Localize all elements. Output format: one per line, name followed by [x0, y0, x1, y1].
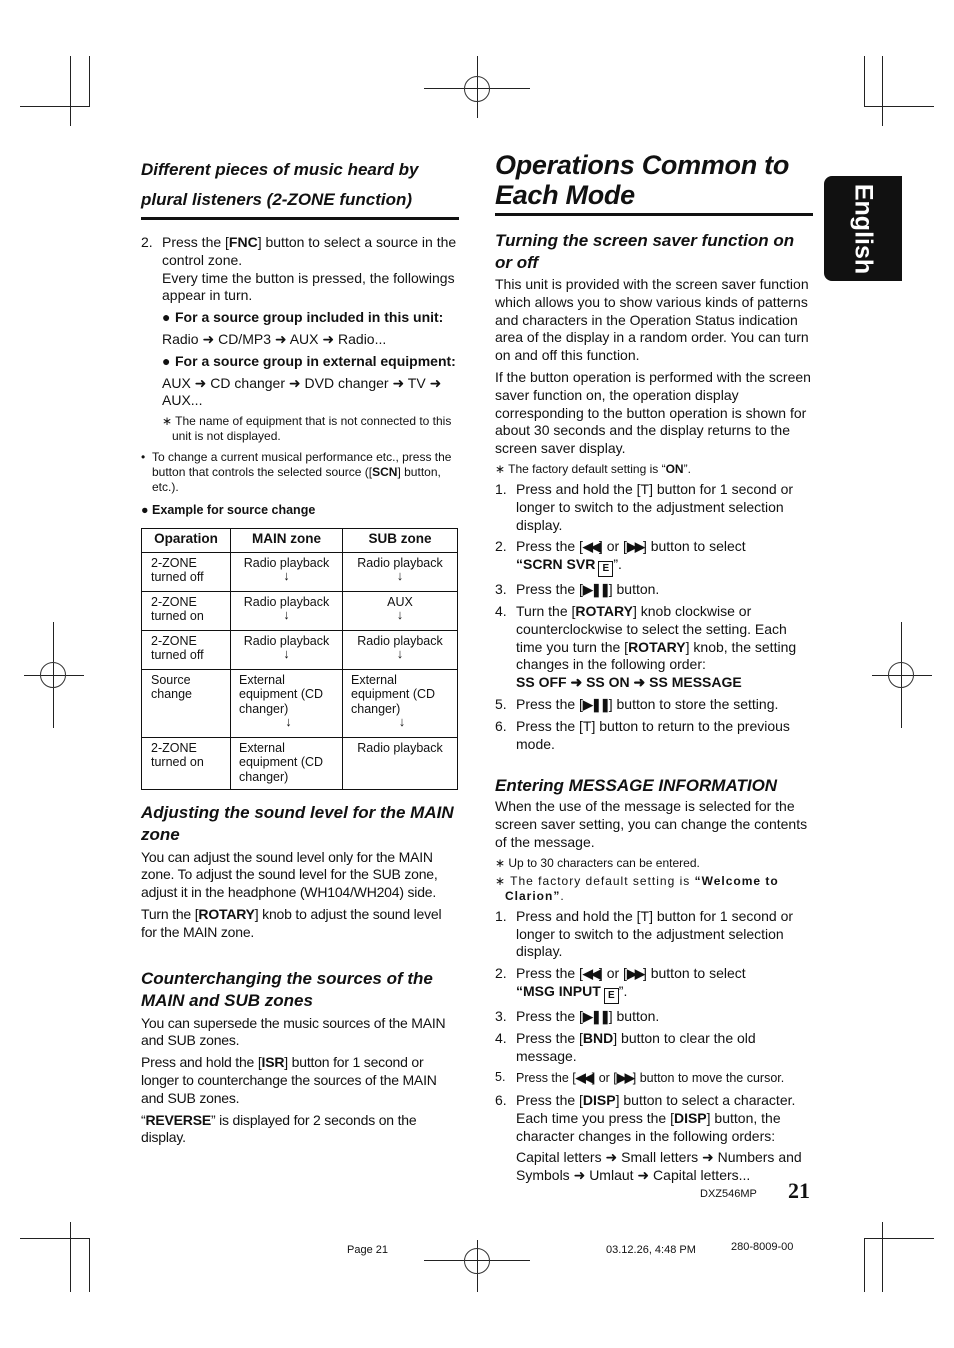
- screen-saver-p1: This unit is provided with the screen saver function which allows you to show various kinds of patterns and characters in the Operation Status indication area of the display in a random order. You can turn on and off this function.: [495, 276, 809, 364]
- arrow-down-icon: [347, 648, 453, 661]
- footer-code: 280-8009-00: [731, 1241, 794, 1253]
- message-steps: [495, 908, 813, 1185]
- example-heading: ● Example for source change: [141, 503, 316, 518]
- counterchange-p1: You can supersede the music sources of the MAIN and SUB zones.: [141, 1014, 446, 1049]
- list-item: 6. Press the [T] button to return to the previous mode.: [495, 717, 790, 752]
- step-2-block: 2. Press the [FNC] button to select a source in the control zone. Every time the button is pressed, the followings appear in turn. ● For a source group included in this unit: Radio ➜ CD/MP3 ➜ AUX ➜ Radio... ● For a source group in external equipment: AUX ➜ CD changer ➜ DVD changer ➜ TV ➜ AUX... ∗ The name of equipment that is not connected to this unit is not displayed.: [141, 234, 459, 444]
- next-icon: ▶▶: [626, 539, 643, 555]
- page-title: Operations Common to Each Mode: [495, 150, 813, 216]
- screen-saver-title: Turning the screen saver function on or off: [495, 231, 795, 272]
- section-title-2zone: Different pieces of music heard by plural listeners (2-ZONE function): [141, 155, 459, 220]
- footer-page: Page 21: [347, 1244, 388, 1256]
- message-info-title: Entering MESSAGE INFORMATION: [495, 776, 778, 796]
- next-icon: ▶▶: [626, 966, 643, 982]
- counterchange-title: Counterchanging the sources of the MAIN and SUB zones: [141, 968, 433, 1010]
- table-row: Source change External equipment (CD changer) ↓ External equipment (CD changer) ↓: [142, 669, 458, 737]
- play-pause-icon: ▶❚❚: [582, 696, 609, 712]
- note-current-performance: • To change a current musical performance etc., press the button that controls the selected source ([SCN] button, etc.).: [141, 450, 452, 495]
- language-tab: [824, 176, 902, 281]
- message-note-2: ∗ The factory default setting is “Welcome to Clarion”.: [495, 873, 779, 903]
- screen-saver-note: ∗ The factory default setting is “ON”.: [495, 461, 691, 476]
- bullet-internal: ● For a source group included in this unit:: [162, 309, 444, 326]
- list-item: 5. Press the [◀◀] or [▶▶] button to move the cursor.: [495, 1070, 785, 1086]
- screen-saver-p2: If the button operation is performed with the screen saver function on, the operation display corresponding to the button operation is shown for about 30 seconds and the display returns to the screen saver display.: [495, 368, 811, 457]
- arrow-down-icon: [235, 609, 338, 622]
- prev-icon: ◀◀: [575, 1070, 592, 1086]
- e-box-icon: E: [598, 561, 613, 577]
- play-pause-icon: ▶❚❚: [582, 1008, 609, 1024]
- adjust-sound-p1: You can adjust the sound level only for the MAIN zone. To adjust the sound level for the SUB zone, adjust it in the headphone (WH104/WH204) side.: [141, 848, 438, 901]
- arrow-down-icon: [351, 716, 453, 729]
- note-not-connected: ∗ The name of equipment that is not connected to this unit is not displayed.: [162, 414, 452, 444]
- list-item: 5. Press the [▶❚❚] button to store the setting.: [495, 695, 779, 712]
- col-header-operation: Oparation: [142, 528, 231, 552]
- arrow-down-icon: [235, 648, 338, 661]
- table-row: 2-ZONE turned off Radio playback ↓ Radio playback ↓: [142, 552, 458, 591]
- screen-saver-steps: [495, 481, 813, 753]
- list-item: 2. Press the [◀◀] or [▶▶] button to select “MSG INPUT E ”.: [495, 965, 813, 1004]
- next-icon: ▶▶: [616, 1070, 633, 1086]
- language-tab-label: English: [849, 183, 878, 274]
- table-row: 2-ZONE turned on External equipment (CD changer) Radio playback: [142, 737, 458, 789]
- arrow-down-icon: [239, 716, 338, 729]
- list-item: 1. Press and hold the [T] button for 1 second or longer to switch to the adjustment selection display.: [495, 907, 794, 960]
- col-header-main: MAIN zone: [231, 528, 343, 552]
- col-header-sub: SUB zone: [343, 528, 458, 552]
- list-item: 4. Press the [BND] button to clear the old message.: [495, 1029, 756, 1064]
- left-column: [141, 155, 459, 1147]
- source-change-table: [141, 528, 458, 790]
- table-row: 2-ZONE turned on Radio playback ↓ AUX ↓: [142, 591, 458, 630]
- right-column: [495, 150, 813, 1185]
- arrow-down-icon: [235, 570, 338, 583]
- counterchange-p3: “REVERSE” is displayed for 2 seconds on the display.: [141, 1111, 417, 1146]
- e-box-icon: E: [604, 988, 619, 1004]
- message-note-1: ∗ Up to 30 characters can be entered.: [495, 855, 700, 870]
- counterchange-p2: Press and hold the [ISR] button for 1 second or longer to counterchange the sources of the MAIN and SUB zones.: [141, 1054, 437, 1106]
- step-2-text: Press the [FNC] button to select a source in the control zone.: [162, 234, 457, 268]
- step-2-note: Every time the button is pressed, the followings appear in turn.: [162, 269, 455, 304]
- sequence-internal: Radio ➜ CD/MP3 ➜ AUX ➜ Radio...: [162, 330, 387, 347]
- list-item: 3. Press the [▶❚❚] button.: [495, 1007, 660, 1024]
- list-item: 3. Press the [▶❚❚] button.: [495, 581, 660, 598]
- prev-icon: ◀◀: [582, 966, 599, 982]
- footer-date: 03.12.26, 4:48 PM: [606, 1244, 696, 1256]
- list-item: 2. Press the [◀◀] or [▶▶] button to select “SCRN SVR E ”.: [495, 538, 813, 577]
- arrow-down-icon: [347, 609, 453, 622]
- message-info-p1: When the use of the message is selected for the screen saver setting, you can change the contents of the message.: [495, 798, 808, 850]
- sequence-external: AUX ➜ CD changer ➜ DVD changer ➜ TV ➜ AUX...: [162, 374, 442, 409]
- list-item: 4. Turn the [ROTARY] knob clockwise or counterclockwise to select the setting. Each time you turn the [ROTARY] knob, the setting changes in the following order: SS OFF ➜ SS ON ➜ SS MESSAGE: [495, 602, 797, 691]
- play-pause-icon: ▶❚❚: [582, 582, 609, 598]
- table-row: 2-ZONE turned off Radio playback ↓ Radio playback ↓: [142, 630, 458, 669]
- bullet-external: ● For a source group in external equipment:: [162, 352, 456, 369]
- page-number: 21: [788, 1178, 810, 1203]
- list-item: 6. Press the [DISP] button to select a character. Each time you press the [DISP] button, the character changes in the following orders: Capital letters ➜ Small letters ➜ Numbers and Symbols ➜ Umlaut ➜ Capital letters...: [495, 1092, 802, 1184]
- model-name: DXZ546MP: [700, 1188, 757, 1200]
- prev-icon: ◀◀: [582, 539, 599, 555]
- list-item: 1. Press and hold the [T] button for 1 second or longer to switch to the adjustment selection display.: [495, 480, 794, 533]
- arrow-down-icon: [347, 570, 453, 583]
- adjust-sound-title: Adjusting the sound level for the MAIN zone: [141, 802, 454, 844]
- adjust-sound-p2: Turn the [ROTARY] knob to adjust the sound level for the MAIN zone.: [141, 906, 442, 940]
